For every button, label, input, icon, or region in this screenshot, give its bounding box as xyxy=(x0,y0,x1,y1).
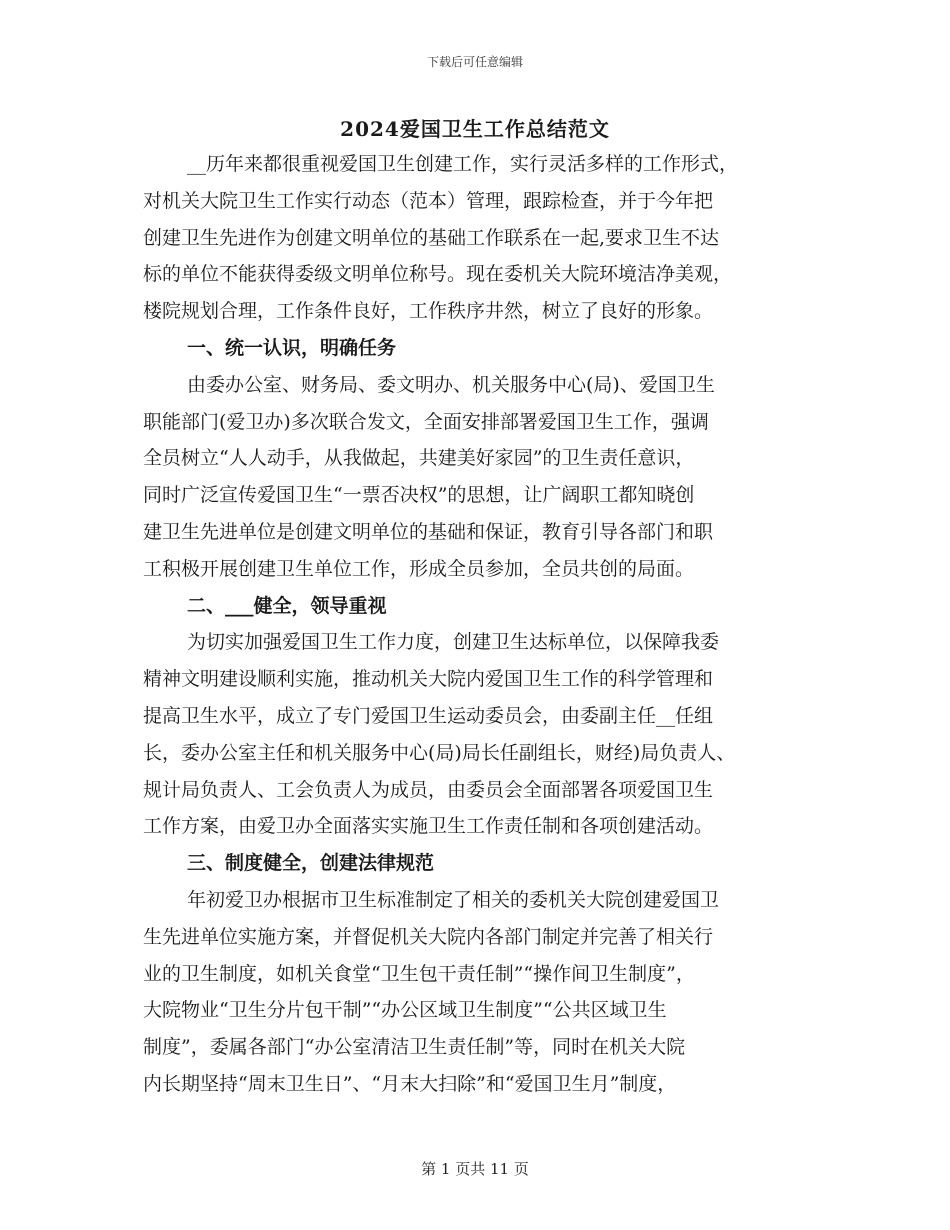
document-body xyxy=(143,146,833,1103)
text-line: 全员树立“人人动手，从我做起，共建美好家园”的卫生责任意识， xyxy=(143,447,695,470)
text-line: 工作方案，由爱卫办全面落实实施卫生工作责任制和各项创建活动。 xyxy=(143,815,714,838)
text-line: 楼院规划合理，工作条件良好，工作秩序井然，树立了良好的形象。 xyxy=(143,300,714,323)
section-heading: 二、___健全，领导重视 xyxy=(187,594,387,617)
text-line: 业的卫生制度，如机关食堂“卫生包干责任制”“操作间卫生制度”， xyxy=(143,962,695,985)
text-line: 工积极开展创建卫生单位工作，形成全员参加，全员共创的局面。 xyxy=(143,557,695,580)
text-line: 职能部门(爱卫办)多次联合发文，全面安排部署爱国卫生工作，强调 xyxy=(143,410,709,433)
text-line: 制度”，委属各部门“办公室清洁卫生责任制”等，同时在机关大院 xyxy=(143,1036,686,1059)
section-heading: 三、制度健全，创建法律规范 xyxy=(187,852,435,875)
page-number: 第 1 页共 11 页 xyxy=(421,1160,529,1178)
text-line: 长，委办公室主任和机关服务中心(局)局长任副组长，财经)局负责人、 xyxy=(143,741,736,764)
text-line: 建卫生先进单位是创建文明单位的基础和保证，教育引导各部门和职 xyxy=(143,520,714,543)
text-line: 创建卫生先进作为创建文明单位的基础工作联系在一起,要求卫生不达 xyxy=(143,226,720,249)
text-line: 同时广泛宣传爱国卫生“一票否决权”的思想，让广阔职工都知晓创 xyxy=(143,484,695,507)
text-line: __历年来都很重视爱国卫生创建工作，实行灵活多样的工作形式， xyxy=(187,153,739,175)
text-line: 年初爱卫办根据市卫生标准制定了相关的委机关大院创建爱国卫 xyxy=(187,888,720,911)
text-line: 大院物业“卫生分片包干制”“办公区域卫生制度”“公共区域卫生 xyxy=(143,999,667,1022)
text-line: 提高卫生水平，成立了专门爱国卫生运动委员会，由委副主任__任组 xyxy=(143,704,714,727)
text-line: 生先进单位实施方案，并督促机关大院内各部门制定并完善了相关行 xyxy=(143,925,714,948)
text-line: 规计局负责人、工会负责人为成员，由委员会全面部署各项爱国卫生 xyxy=(143,778,714,801)
text-line: 为切实加强爱国卫生工作力度，创建卫生达标单位，以保障我委 xyxy=(187,631,720,654)
text-line: 由委办公室、财务局、委文明办、机关服务中心(局)、爱国卫生 xyxy=(187,373,715,396)
text-line: 精神文明建设顺利实施，推动机关大院内爱国卫生工作的科学管理和 xyxy=(143,668,714,691)
text-line: 标的单位不能获得委级文明单位称号。现在委机关大院环境洁净美观， xyxy=(143,263,733,286)
page-header-note: 下载后可任意编辑 xyxy=(426,55,523,69)
text-line: 内长期坚持“周末卫生日”、“月末大扫除”和“爱国卫生月”制度， xyxy=(143,1072,677,1095)
text-line: 对机关大院卫生工作实行动态（范本）管理，跟踪检查，并于今年把 xyxy=(143,189,714,212)
document-title: 2024爱国卫生工作总结范文 xyxy=(340,117,610,141)
section-heading: 一、统一认识，明确任务 xyxy=(187,336,397,359)
